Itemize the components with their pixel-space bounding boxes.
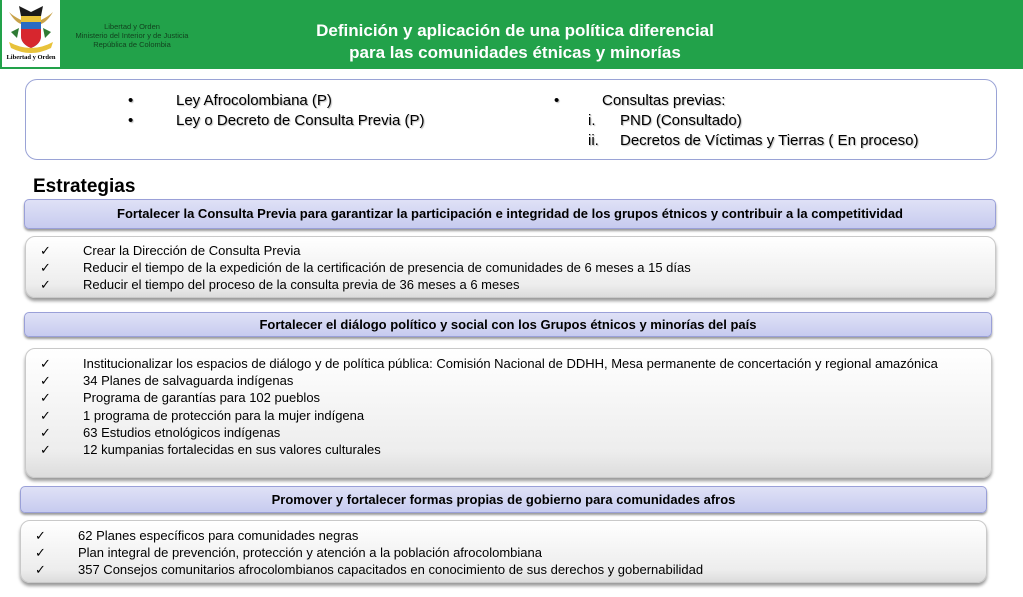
list-item (26, 389, 991, 406)
list-item (26, 441, 991, 458)
checkmark-icon: ✓ (40, 243, 51, 258)
list-item (26, 424, 991, 441)
list-item-text: PND (Consultado) (620, 112, 742, 129)
checkmark-icon: ✓ (35, 528, 46, 543)
strategy-items-panel (25, 236, 996, 298)
title-line-2: para las comunidades étnicas y minorías (349, 43, 681, 62)
checkmark-icon: ✓ (40, 260, 51, 276)
list-item-text: Ley o Decreto de Consulta Previa (P) (176, 112, 425, 129)
checkmark-icon: ✓ (40, 373, 51, 389)
strategy-heading: Fortalecer la Consulta Previa para garantizar la participación e integridad de los grupos étnicos y contribuir a la competitividad (24, 199, 996, 229)
checkmark-icon: ✓ (40, 442, 51, 458)
list-item-text: Institucionalizar los espacios de diálogo y de política pública: Comisión Nacional de DDHH, Mesa permanente de concertación y regional amazónica (83, 356, 938, 371)
list-item-text: 62 Planes específicos para comunidades negras (78, 528, 359, 543)
list-number: ii. (588, 132, 599, 149)
ministry-line: Libertad y Orden (104, 22, 160, 31)
checkmark-icon: ✓ (40, 407, 51, 423)
list-item-text: Decretos de Víctimas y Tierras ( En proceso) (620, 132, 919, 149)
list-item-text: Reducir el tiempo de la expedición de la certificación de presencia de comunidades de 6 meses a 15 días (83, 260, 691, 276)
strategy-items-panel (20, 520, 987, 583)
bullet: • (128, 92, 134, 109)
checkmark-icon: ✓ (35, 545, 46, 561)
ministry-line: Ministerio del Interior y de Justicia (75, 31, 189, 40)
list-item-text: 63 Estudios etnológicos indígenas (83, 424, 281, 440)
strategy-heading: Promover y fortalecer formas propias de gobierno para comunidades afros (20, 486, 987, 513)
bullet: • (554, 92, 560, 109)
list-item (26, 259, 995, 276)
list-item-text: Consultas previas: (602, 92, 726, 109)
list-item (128, 111, 424, 131)
list-item (554, 131, 918, 151)
checkmark-icon: ✓ (40, 277, 51, 293)
list-item-text: Ley Afrocolombiana (P) (176, 92, 332, 109)
legal-framework-box (25, 79, 997, 160)
list-item-text: Reducir el tiempo del proceso de la consulta previa de 36 meses a 6 meses (83, 277, 520, 293)
checkmark-icon: ✓ (40, 356, 51, 371)
list-item (26, 407, 991, 424)
list-item-text: 357 Consejos comunitarios afrocolombianos capacitados en conocimiento de sus derechos y gobernabilidad (78, 562, 704, 578)
list-item (21, 544, 986, 561)
list-item-text: Crear la Dirección de Consulta Previa (83, 243, 301, 258)
list-item (21, 561, 986, 578)
title-line-1: Definición y aplicación de una política diferencial (316, 21, 714, 40)
list-item-text: 1 programa de protección para la mujer indígena (83, 407, 365, 423)
list-item (26, 242, 995, 259)
logo-caption: Libertad y Orden (6, 54, 56, 61)
list-item-text: 34 Planes de salvaguarda indígenas (83, 373, 294, 389)
page-title (255, 20, 775, 64)
checkmark-icon: ✓ (40, 390, 51, 406)
bullet: • (128, 112, 134, 129)
strategy-heading: Fortalecer el diálogo político y social con los Grupos étnicos y minorías del país (24, 312, 992, 337)
list-item-text: Plan integral de prevención, protección y atención a la población afrocolombiana (78, 545, 542, 561)
list-item (554, 91, 918, 111)
section-title: Estrategias (33, 176, 136, 197)
list-number: i. (588, 112, 596, 129)
list-item (26, 372, 991, 389)
header-bar (0, 0, 1023, 69)
checkmark-icon: ✓ (35, 562, 46, 578)
list-item (128, 91, 424, 111)
list-item (21, 527, 986, 544)
legal-right-list (554, 91, 918, 151)
legal-left-list (128, 91, 424, 131)
ministry-name (74, 22, 190, 49)
ministry-line: República de Colombia (93, 40, 171, 49)
list-item-text: 12 kumpanias fortalecidas en sus valores culturales (83, 442, 381, 458)
checkmark-icon: ✓ (40, 424, 51, 440)
coat-of-arms-logo (2, 0, 60, 67)
strategy-items-panel (25, 348, 992, 478)
list-item-text: Programa de garantías para 102 pueblos (83, 390, 321, 406)
list-item (554, 111, 918, 131)
list-item (26, 355, 991, 372)
list-item (26, 276, 995, 293)
